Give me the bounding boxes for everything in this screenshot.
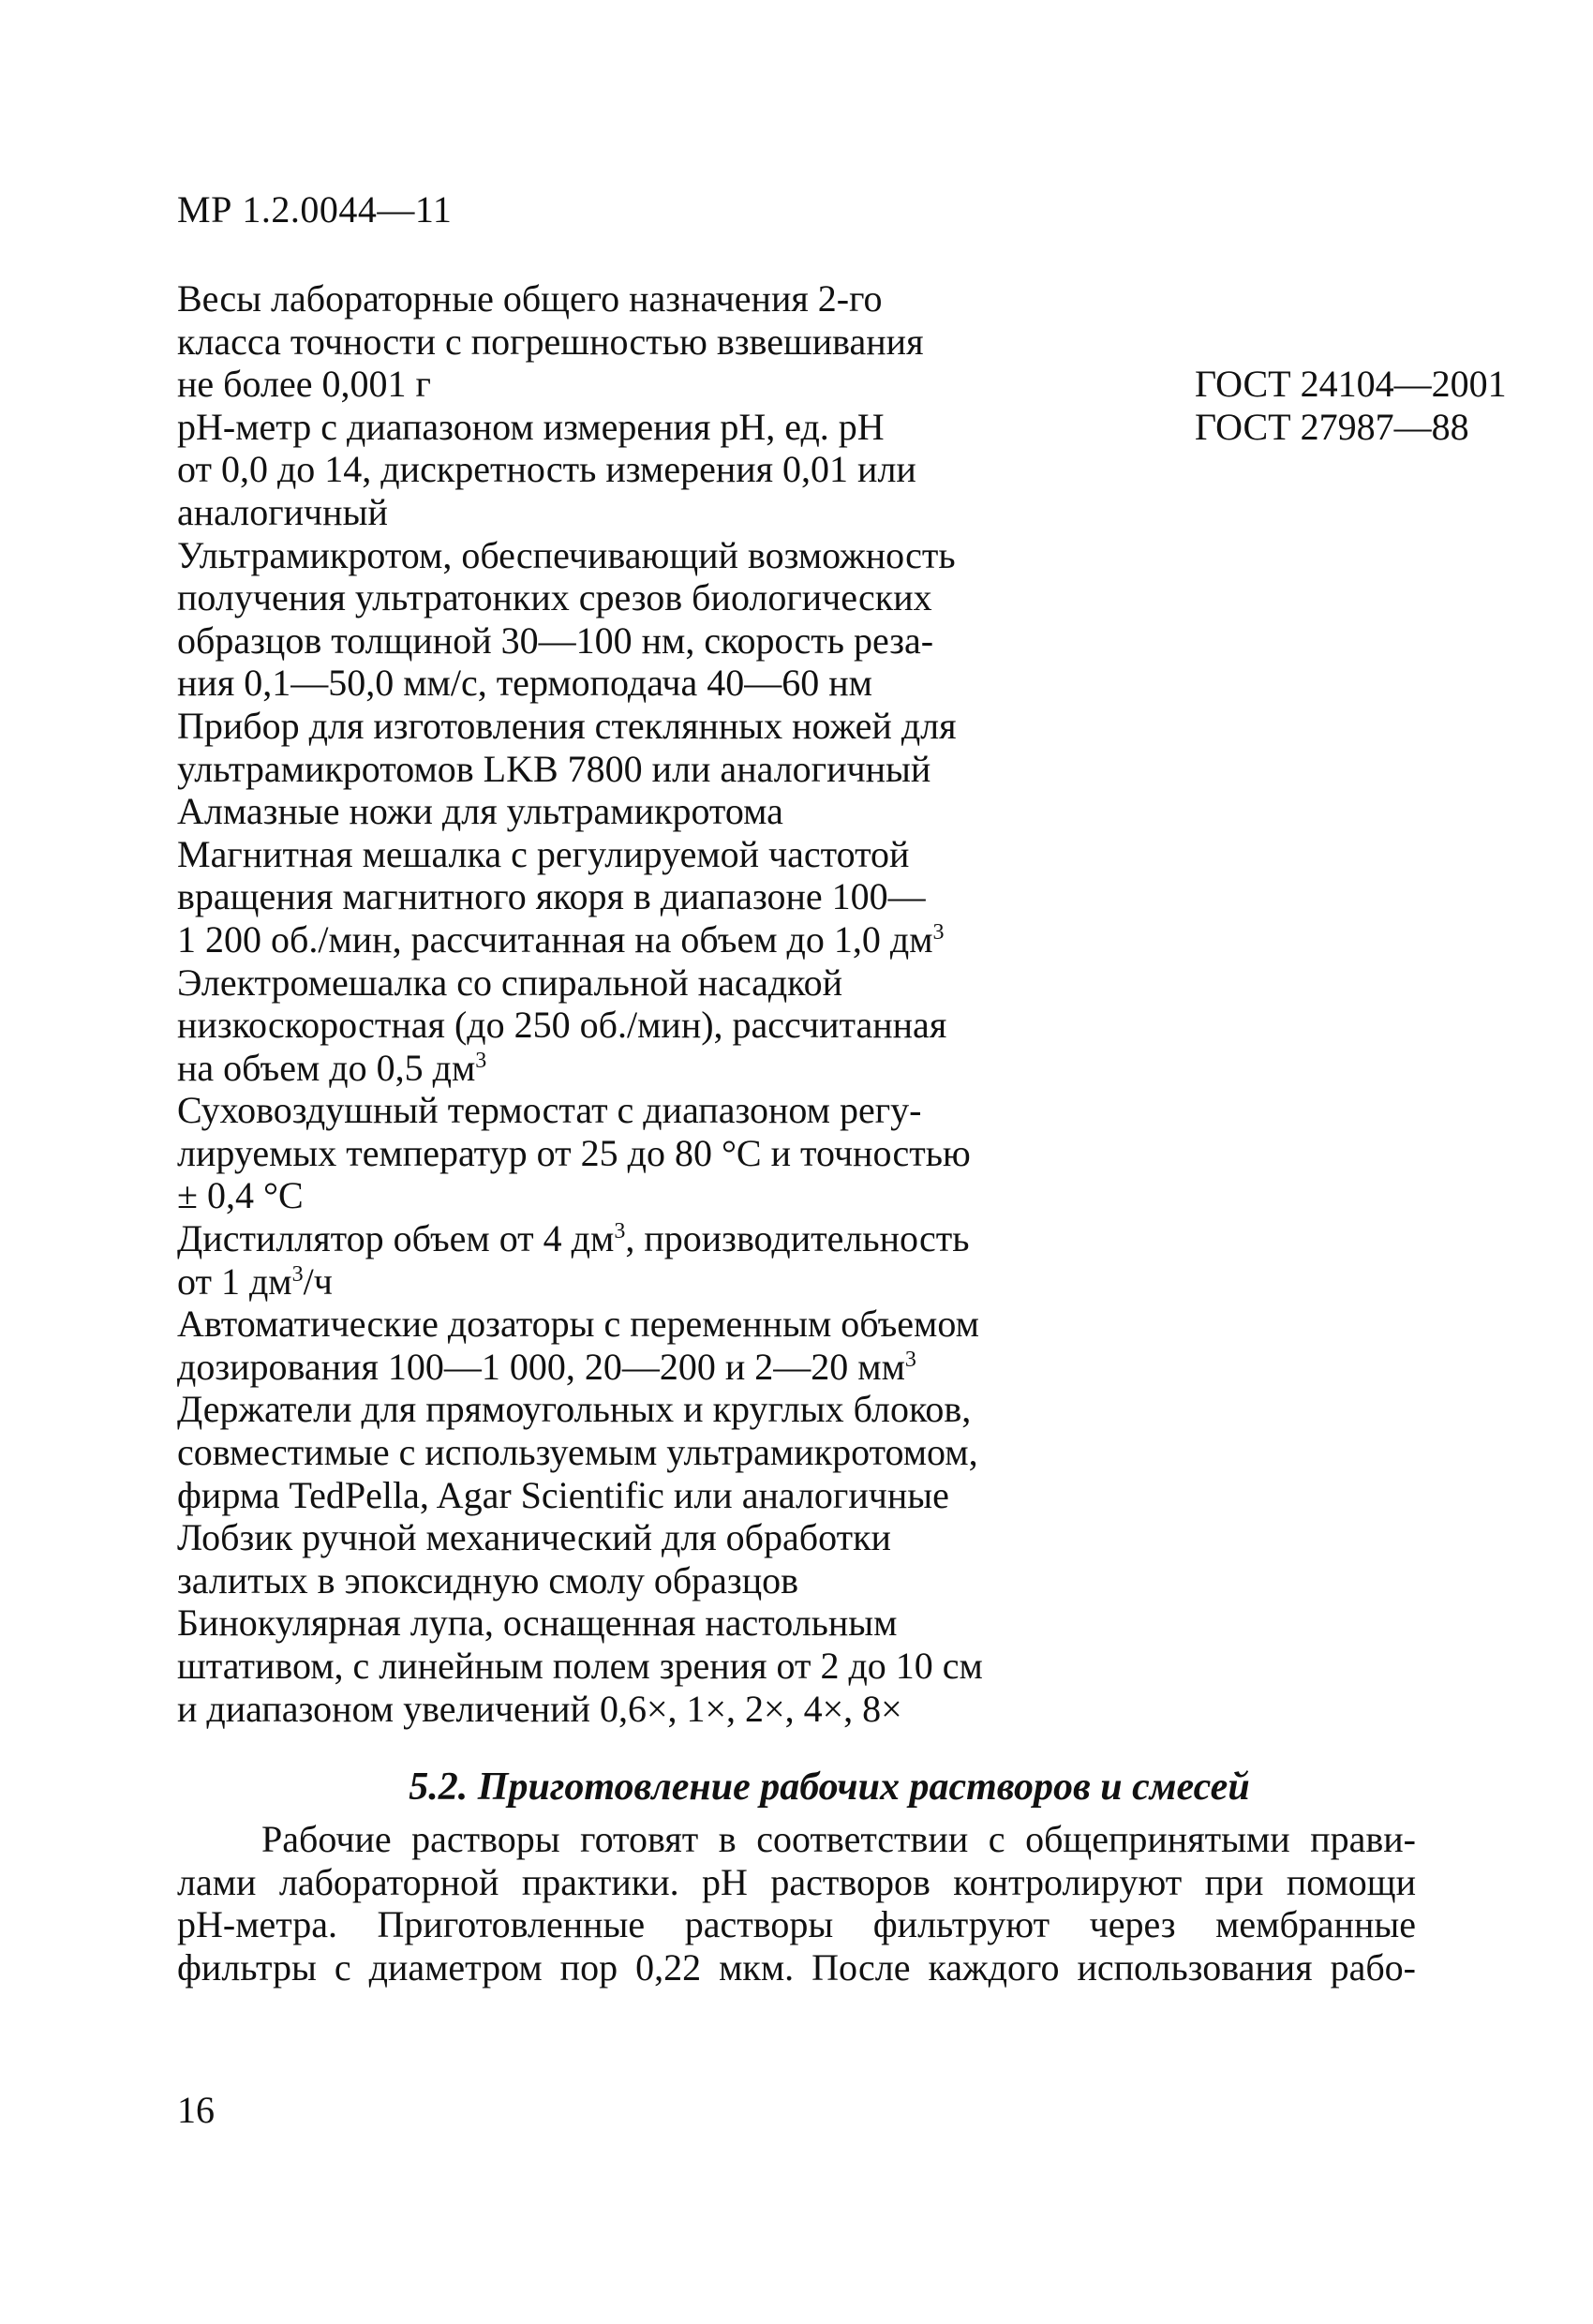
equipment-description bbox=[177, 1516, 1020, 1601]
equipment-description bbox=[177, 1089, 1020, 1217]
equipment-line: не более 0,001 г bbox=[177, 363, 431, 406]
equipment-line: и диапазоном увеличений 0,6×, 1×, 2×, 4×, 8× bbox=[177, 1687, 902, 1730]
equipment-line: Держатели для прямоугольных и круглых блоков, bbox=[177, 1388, 972, 1431]
equipment-item bbox=[177, 534, 1358, 705]
equipment-description bbox=[177, 1303, 1020, 1388]
equipment-item bbox=[177, 833, 1358, 961]
equipment-item bbox=[177, 705, 1358, 790]
paragraph-line: фильтры с диаметром пор 0,22 мкм. После каждого использования рабо- bbox=[177, 1945, 1416, 1989]
standard-reference bbox=[1020, 1516, 1358, 1601]
equipment-line: Автоматические дозаторы с переменным объемом bbox=[177, 1303, 979, 1346]
equipment-line: от 0,0 до 14, дискретность измерения 0,01 или bbox=[177, 448, 916, 491]
equipment-line: Ультрамикротом, обеспечивающий возможность bbox=[177, 533, 956, 576]
equipment-line bbox=[177, 1260, 1020, 1304]
standard-reference: ГОСТ 24104—2001 bbox=[1195, 363, 1507, 406]
equipment-item bbox=[177, 1089, 1358, 1217]
standard-reference bbox=[1020, 534, 1358, 705]
equipment-description bbox=[177, 406, 1020, 534]
superscript: 3 bbox=[932, 919, 945, 945]
superscript: 3 bbox=[614, 1219, 626, 1244]
section-paragraph bbox=[177, 1818, 1416, 1989]
equipment-description bbox=[177, 1388, 1020, 1516]
page-number: 16 bbox=[177, 2089, 215, 2131]
equipment-description bbox=[177, 1601, 1020, 1730]
equipment-line: залитых в эпоксидную смолу образцов bbox=[177, 1558, 799, 1601]
standard-reference bbox=[1020, 961, 1358, 1090]
superscript: 3 bbox=[291, 1261, 304, 1287]
standard-reference bbox=[1020, 1089, 1358, 1217]
equipment-description bbox=[177, 534, 1020, 705]
equipment-item bbox=[177, 1388, 1358, 1516]
equipment-line: Суховоздушный термостат с диапазоном регу- bbox=[177, 1089, 922, 1132]
equipment-line: Алмазные ножи для ультрамикротома bbox=[177, 790, 783, 833]
equipment-description bbox=[177, 1217, 1020, 1303]
equipment-line: Лобзик ручной механический для обработки bbox=[177, 1516, 891, 1559]
equipment-description bbox=[177, 833, 1020, 961]
standard-reference bbox=[1020, 705, 1358, 790]
equipment-item bbox=[177, 405, 1469, 534]
equipment-item bbox=[177, 790, 1358, 833]
equipment-item bbox=[177, 1303, 1358, 1388]
equipment-item bbox=[177, 277, 1507, 406]
equipment-line: Электромешалка со спиральной насадкой bbox=[177, 961, 842, 1004]
equipment-line: Прибор для изготовления стеклянных ножей для bbox=[177, 704, 957, 747]
standard-reference bbox=[1020, 1388, 1358, 1516]
equipment-line: аналогичный bbox=[177, 490, 388, 533]
equipment-description bbox=[177, 961, 1020, 1090]
equipment-description bbox=[177, 790, 1020, 833]
equipment-line: дозирования 100—1 000, 20—200 и 2—20 $мм^3$ bbox=[177, 1345, 916, 1388]
text-run: /ч bbox=[303, 1259, 333, 1303]
standard-reference bbox=[1020, 833, 1358, 961]
equipment-item bbox=[177, 1516, 1358, 1601]
equipment-line bbox=[177, 1217, 1020, 1260]
paragraph-line: Рабочие растворы готовят в соответствии с общепринятыми прави- bbox=[261, 1818, 1416, 1860]
equipment-line: вращения магнитного якоря в диапазоне 100— bbox=[177, 875, 926, 918]
equipment-line: совместимые с используемым ультрамикротомом, bbox=[177, 1431, 978, 1474]
equipment-line: ультрамикротомов LKB 7800 или аналогичный bbox=[177, 747, 931, 790]
equipment-item bbox=[177, 1217, 1358, 1303]
text-run: от 1 дм bbox=[177, 1259, 292, 1303]
equipment-description bbox=[177, 705, 1020, 790]
equipment-line: Бинокулярная лупа, оснащенная настольным bbox=[177, 1601, 898, 1645]
equipment-line: фирма TedPella, Agar Scientific или аналогичные bbox=[177, 1473, 949, 1516]
text-run: Дистиллятор объем от 4 дм bbox=[177, 1217, 615, 1260]
superscript: 3 bbox=[904, 1347, 916, 1372]
standard-reference: ГОСТ 27987—88 bbox=[1195, 405, 1469, 448]
paragraph-line: pH-метра. Приготовленные растворы фильтруют через мембранные bbox=[177, 1903, 1416, 1946]
equipment-description bbox=[177, 277, 1020, 406]
text-run: , производительность bbox=[625, 1217, 970, 1260]
standard-reference bbox=[1020, 1303, 1358, 1388]
section-title: 5.2. Приготовление рабочих растворов и смесей bbox=[409, 1765, 1250, 1809]
equipment-item bbox=[177, 961, 1358, 1090]
equipment-list bbox=[177, 277, 1507, 1730]
equipment-line: лируемых температур от 25 до 80 °С и точностью bbox=[177, 1131, 971, 1174]
equipment-line: образцов толщиной 30—100 нм, скорость реза- bbox=[177, 618, 934, 662]
superscript: 3 bbox=[475, 1048, 487, 1073]
equipment-line: класса точности с погрешностью взвешивания bbox=[177, 320, 924, 363]
equipment-line: 1 200 об./мин, рассчитанная на объем до 1,0 $дм^3$ bbox=[177, 917, 945, 961]
equipment-line: на объем до 0,5 $дм^3$ bbox=[177, 1046, 487, 1089]
equipment-line: получения ультратонких срезов биологических bbox=[177, 576, 932, 619]
paragraph-line: лами лабораторной практики. pH растворов контролируют при помощи bbox=[177, 1860, 1416, 1903]
equipment-item bbox=[177, 1601, 1358, 1730]
equipment-line: низкоскоростная (до 250 об./мин), рассчитанная bbox=[177, 1004, 947, 1047]
equipment-line: ния 0,1—50,0 мм/с, термоподача 40—60 нм bbox=[177, 662, 872, 705]
equipment-line: pH-метр с диапазоном измерения pH, ед. pH bbox=[177, 405, 885, 448]
equipment-line: Весы лабораторные общего назначения 2-го bbox=[177, 277, 883, 320]
standard-reference bbox=[1020, 1217, 1358, 1303]
equipment-line: штативом, с линейным полем зрения от 2 до 10 см bbox=[177, 1645, 983, 1687]
standard-reference bbox=[1020, 1601, 1358, 1730]
equipment-line: ± 0,4 °С bbox=[177, 1174, 304, 1217]
document-code: МР 1.2.0044—11 bbox=[177, 188, 453, 231]
standard-reference bbox=[1020, 790, 1358, 833]
equipment-line: Магнитная мешалка с регулируемой частотой bbox=[177, 832, 910, 875]
